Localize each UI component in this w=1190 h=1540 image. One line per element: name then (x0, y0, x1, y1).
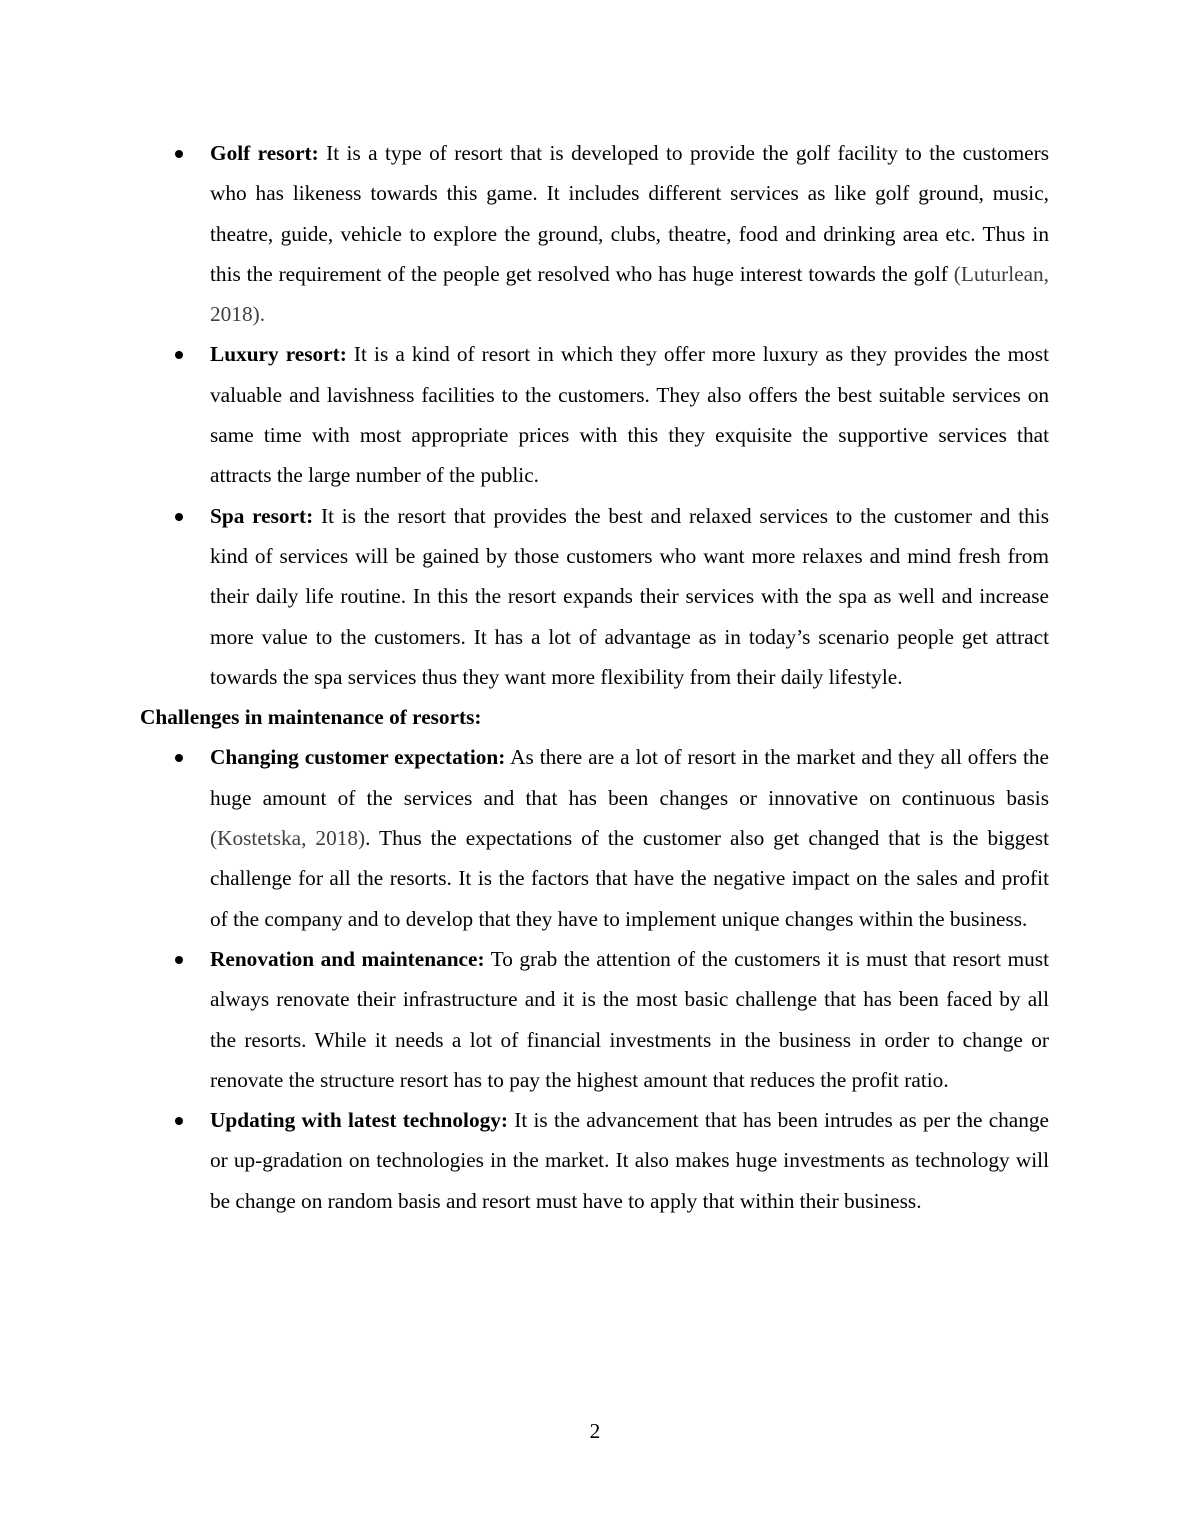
bullet-icon (175, 513, 183, 521)
list-item-text-continued: . Thus the expectations of the customer also get changed that is the biggest challenge for all the resorts. It is the factors that have the negative impact on the sales and profit of the company and to develop that they have to implement unique changes within the business. (210, 826, 1050, 931)
bullet-icon (175, 956, 183, 964)
list-item-text: As there are a lot of resort in the market and they all offers the huge amount of the services and that has been changes or innovative on continuous basis (210, 745, 1049, 810)
section-heading: Challenges in maintenance of resorts: (140, 705, 482, 730)
list-item-text: To grab the attention of the customers it is must that resort must always renovate their infrastructure and it is the most basic challenge that has been faced by all the resorts. While it needs a lot of financial investments in the business in order to change or renovate the structure resort has to pay the highest amount that reduces the profit ratio. (210, 946, 1049, 1092)
list-item-term: Golf resort: (210, 141, 319, 165)
list-item-term: Changing customer expectation: (210, 745, 506, 770)
list-item-changing-customer-expectation (140, 737, 1049, 938)
list-item-term: Spa resort: (210, 503, 314, 528)
list-item-updating-technology (140, 1100, 1049, 1221)
resort-types-list (140, 133, 1049, 697)
citation: (Luturlean, 2018) (210, 261, 1049, 327)
list-item-term: Luxury resort: (210, 342, 347, 367)
list-item-text: It is a type of resort that is developed to provide the golf facility to the customers who has likeness towards this game. It includes different services as like golf ground, music, theatre, guide, vehicle to explore the ground, clubs, theatre, food and drinking area etc. Thus in this the requirement of the people get resolved who has huge interest towards the golf (210, 141, 1050, 286)
bullet-icon (175, 150, 183, 158)
list-item-renovation-maintenance (140, 939, 1049, 1100)
citation-punctuation: . (259, 302, 266, 327)
list-item-text: It is a kind of resort in which they offer more luxury as they provides the most valuable and lavishness facilities to the customers. They also offers the best suitable services on same time with most appropriate prices with this they exquisite the supportive services that attracts the large number of the public. (210, 342, 1050, 488)
list-item-term: Renovation and maintenance: (210, 946, 485, 971)
bullet-icon (175, 351, 183, 359)
list-item-text: It is the advancement that has been intrudes as per the change or up-gradation on technologies in the market. It also makes huge investments as technology will be change on random basis and resort must have to apply that within their business. (210, 1108, 1050, 1213)
list-item-term: Updating with latest technology: (210, 1108, 508, 1133)
list-item-golf-resort (140, 133, 1049, 334)
challenges-list (140, 737, 1049, 1221)
bullet-icon (175, 1117, 183, 1125)
list-item-luxury-resort (140, 334, 1049, 495)
bullet-icon (175, 754, 183, 762)
list-item-text: It is the resort that provides the best and relaxed services to the customer and this kind of services will be gained by those customers who want more relaxes and mind fresh from their daily life routine. In this the resort expands their services with the spa as well and increase more value to the customers. It has a lot of advantage as in today’s scenario people get attract towards the spa services thus they want more flexibility from their daily lifestyle. (210, 503, 1049, 689)
page-content (140, 133, 1049, 1221)
citation: (Kostetska, 2018) (210, 826, 366, 851)
page-number: 2 (589, 1419, 601, 1443)
list-item-spa-resort (140, 496, 1049, 697)
